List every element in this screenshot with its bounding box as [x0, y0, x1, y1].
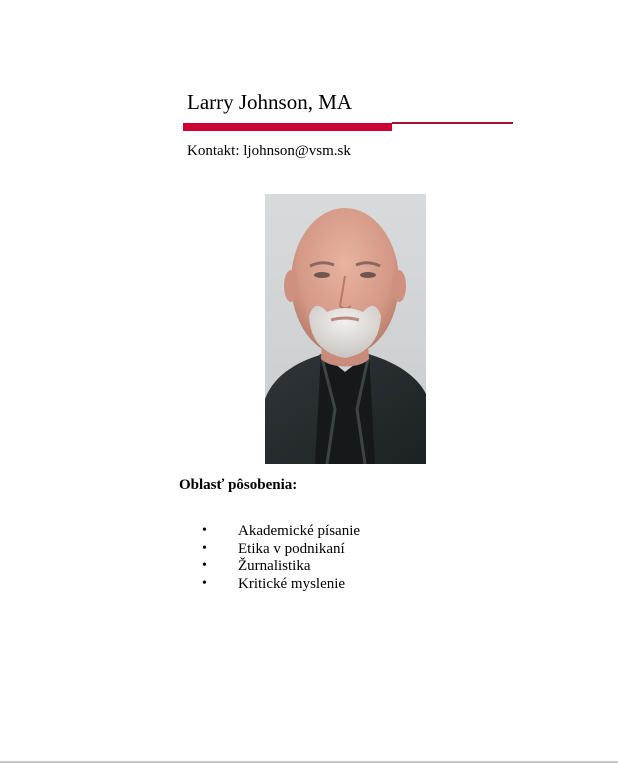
areas-list — [199, 522, 360, 593]
list-item: • Kritické myslenie — [202, 576, 346, 593]
bullet-icon: • — [202, 540, 207, 556]
list-item: • Etika v podnikaní — [202, 540, 345, 557]
contact-line: Kontakt: ljohnson@vsm.sk — [187, 143, 351, 159]
accent-rule-thin — [392, 122, 513, 124]
list-item: • Žurnalistika — [202, 558, 311, 575]
bullet-icon: • — [202, 576, 207, 592]
page-title: Larry Johnson, MA — [187, 90, 353, 114]
bullet-icon: • — [202, 558, 207, 574]
accent-rule-thick — [183, 123, 392, 131]
list-item: • Akademické písanie — [202, 523, 361, 539]
portrait-photo — [265, 194, 426, 464]
bullet-icon: • — [202, 523, 207, 538]
section-heading: Oblasť pôsobenia: — [179, 477, 298, 493]
